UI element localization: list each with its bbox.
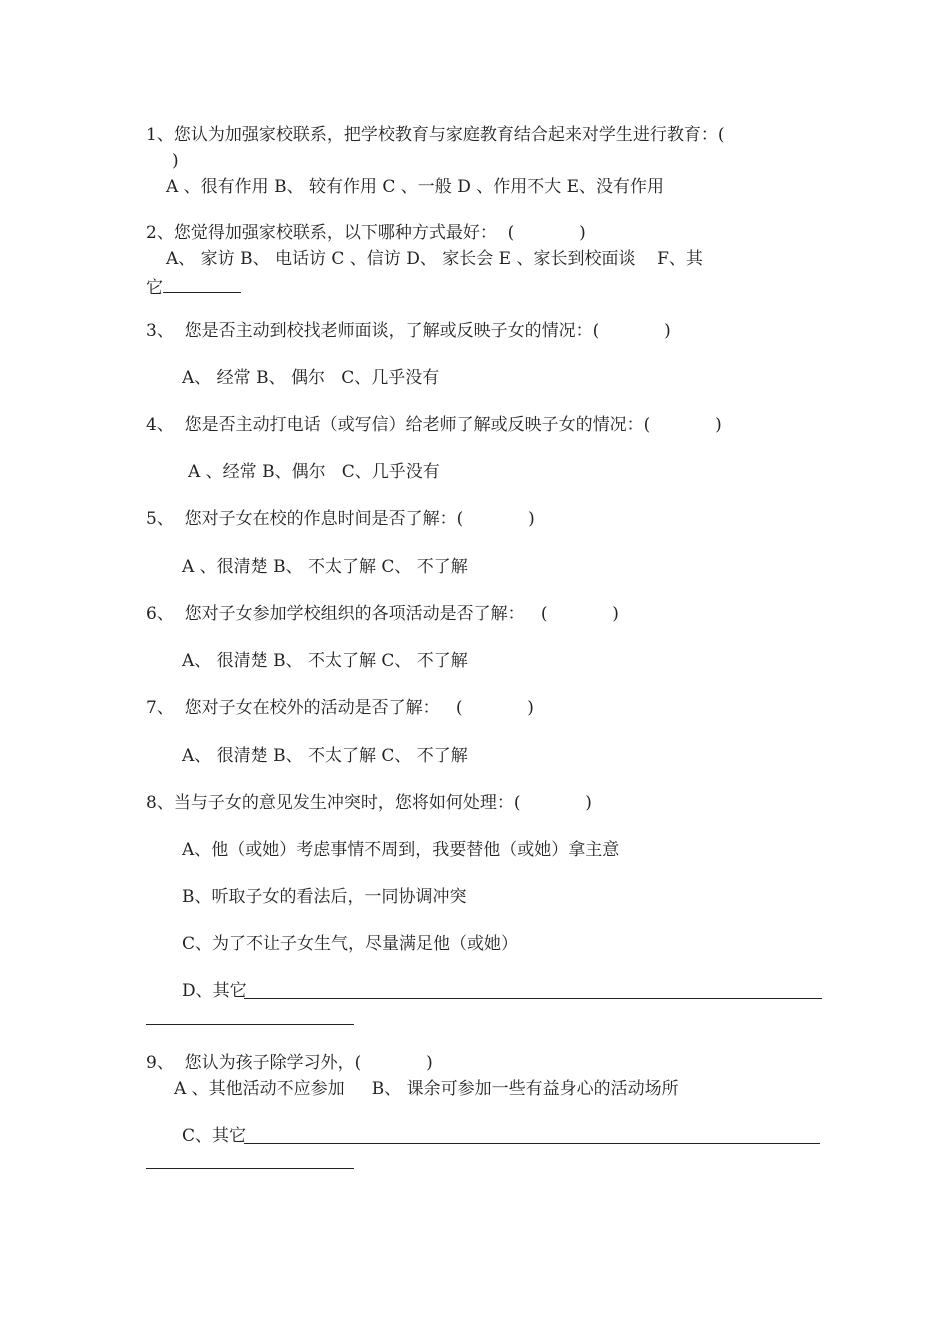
- question-9-option-c: C、其它: [182, 1126, 247, 1146]
- question-2-other-blank[interactable]: [163, 274, 241, 293]
- question-3-options: A、 经常 B、 偶尔 C、几乎没有: [182, 368, 440, 388]
- question-6: 6、 您对子女参加学校组织的各项活动是否了解： ( ): [146, 604, 619, 624]
- question-8-option-d: D、其它: [182, 981, 247, 1001]
- question-7-options: A、 很清楚 B、 不太了解 C、 不了解: [182, 746, 468, 766]
- question-8-other-blank[interactable]: [244, 998, 822, 999]
- question-8-option-a: A、他（或她）考虑事情不周到，我要替他（或她）拿主意: [182, 840, 620, 860]
- question-9-other-blank[interactable]: [244, 1143, 820, 1144]
- question-1-continuation: ): [172, 151, 179, 171]
- question-8-option-c: C、为了不让子女生气，尽量满足他（或她）: [182, 934, 519, 954]
- question-4-options: A 、经常 B、偶尔 C、几乎没有: [188, 462, 440, 482]
- question-2-other-label: 它: [146, 278, 163, 298]
- question-9-options: A 、其他活动不应参加 B、 课余可参加一些有益身心的活动场所: [174, 1079, 679, 1099]
- question-4: 4、 您是否主动打电话（或写信）给老师了解或反映子女的情况：( ): [146, 415, 722, 435]
- question-5: 5、 您对子女在校的作息时间是否了解：( ): [146, 509, 535, 529]
- question-8-other-blank-continuation[interactable]: [146, 1024, 354, 1025]
- question-9: 9、 您认为孩子除学习外，( ): [146, 1053, 433, 1073]
- question-7: 7、 您对子女在校外的活动是否了解： ( ): [146, 698, 534, 718]
- question-8: 8、当与子女的意见发生冲突时，您将如何处理：( ): [146, 793, 592, 813]
- question-2-options-continuation: [146, 274, 241, 299]
- question-9-other-blank-continuation[interactable]: [146, 1168, 354, 1169]
- question-2-options: A、 家访 B、 电话访 C 、信访 D、 家长会 E 、家长到校面谈 F、其: [166, 249, 703, 269]
- question-3: 3、 您是否主动到校找老师面谈，了解或反映子女的情况：( ): [146, 321, 671, 341]
- question-6-options: A、 很清楚 B、 不太了解 C、 不了解: [182, 651, 468, 671]
- question-2: 2、您觉得加强家校联系，以下哪种方式最好： ( ): [146, 223, 586, 243]
- question-1: 1、您认为加强家校联系，把学校教育与家庭教育结合起来对学生进行教育：(: [146, 125, 725, 145]
- question-8-option-b: B、听取子女的看法后，一同协调冲突: [182, 887, 467, 907]
- question-1-options: A 、很有作用 B、 较有作用 C 、一般 D 、作用不大 E、没有作用: [166, 177, 665, 197]
- question-5-options: A 、很清楚 B、 不太了解 C、 不了解: [182, 557, 468, 577]
